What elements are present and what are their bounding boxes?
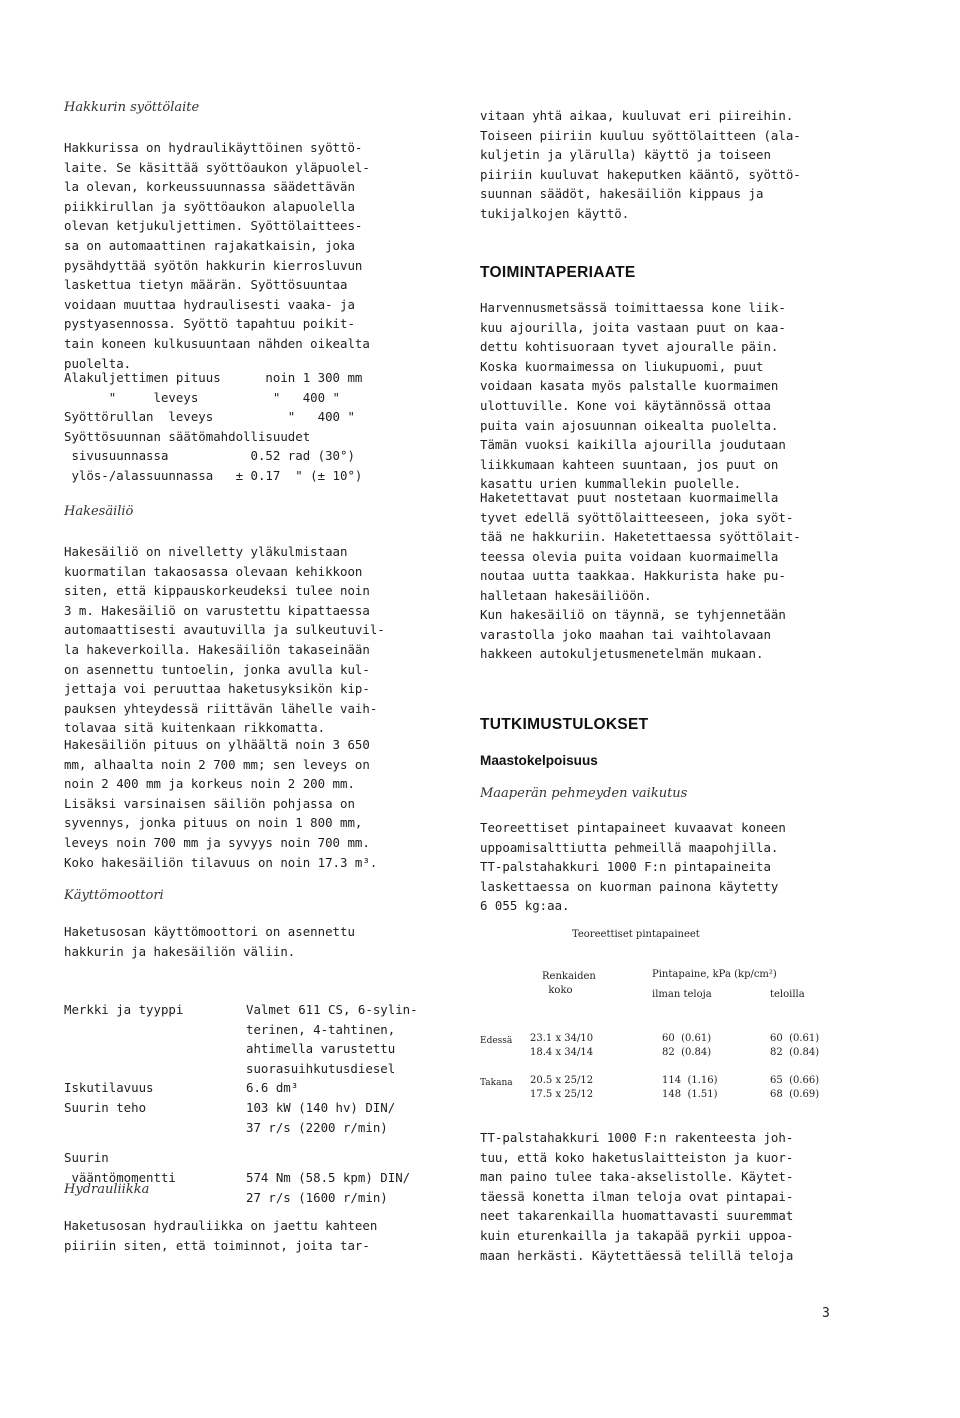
heading-feeder: Hakkurin syöttölaite bbox=[64, 100, 200, 115]
engine-key: Suurin vääntömomentti bbox=[64, 1150, 176, 1185]
pressure-table bbox=[480, 968, 860, 1108]
heading-hydraulics: Hydrauliikka bbox=[64, 1182, 150, 1197]
engine-key: Merkki ja tyyppi bbox=[64, 1002, 184, 1017]
table-header-tire-size: Renkaiden koko bbox=[542, 971, 596, 996]
table-cell-tire: 18.4 x 34/14 bbox=[530, 1047, 594, 1058]
table-cell-without: 82 (0.84) bbox=[662, 1047, 712, 1058]
paragraph-engine: Haketusosan käyttömoottori on asennettu hakkurin ja hakesäiliön väliin. bbox=[64, 924, 355, 959]
heading-terrain-ability: Maastokelpoisuus bbox=[480, 753, 598, 768]
heading-soft-soil: Maaperän pehmeyden vaikutus bbox=[480, 786, 688, 801]
paragraph-principle-2: Haketettavat puut nostetaan kuormaimella tyvet edellä syöttölaitteeseen, joka syöt- tää ne hakkuriin. Haketettaessa syöttölait- teessa olevia puita voidaan kuormaimella noutaa uutta taakkaa. Hakkurista hake pu- halletaan hakesäiliöön. bbox=[480, 490, 801, 603]
paragraph-hydraulics-cont: vitaan yhtä aikaa, kuuluvat eri piireihin. Toiseen piiriin kuuluu syöttölaitteen (ala- kuljetin ja ylärulla) käyttö ja toiseen piiriin kuuluvat hakeputken kääntö, syöttö- suunnan säädöt, hakesäiliön kippaus ja tukijalkojen käyttö. bbox=[480, 108, 801, 221]
table-header-with-tracks: teloilla bbox=[770, 989, 805, 1000]
spec-line: Syöttösuunnan säätömahdollisuudet bbox=[64, 428, 311, 444]
paragraph-principle-1: Harvennusmetsässä toimittaessa kone liik- kuu ajourilla, joita vastaan puut on kaa- dettu kohtisuoraan tyvet ajouralle päin. Koska kuormaimessa on liukupuomi, puut voidaan kasata myös palstalle kuormaimen ulottuville. Kone voi käytännössä ottaa puita vain ajosuunnan oikealta puolelta. Tämän vuoksi kaikilla ajourilla joudutaan liikkumaan kahteen suuntaan, jos puut on kasattu urien kummallekin puolelle. bbox=[480, 300, 786, 492]
table-cell-without: 148 (1.51) bbox=[662, 1089, 718, 1100]
table-cell-tire: 17.5 x 25/12 bbox=[530, 1089, 594, 1100]
paragraph-feeder: Hakkurissa on hydraulikäyttöinen syöttö- laite. Se käsittää syöttöaukon yläpuolel- la olevan, korkeussuunnassa säädettävän piikkirullan ja syöttöaukon alapuolella olevan ketjukuljettimen. Syöttölaittees- sa on automaattinen rajakatkaisin, joka pysähdyttää syötön hakkurin kierrosluvun laskettua tietyn määrän. Syöttösuuntaa voidaan muuttaa hydraulisesti vaaka- ja pystyasennossa. Syöttö tapahtuu poikit- tain koneen kulkusuuntaan nähden oikealta puolelta. bbox=[64, 140, 370, 371]
table-cell-without: 114 (1.16) bbox=[662, 1075, 718, 1086]
paragraph-surface-pressure: Teoreettiset pintapaineet kuvaavat koneen uppoamisalttiutta pehmeillä maapohjilla. TT-palstahakkuri 1000 F:n pintapaineita laskettaessa on kuorman painona käytetty 6 055 kg:aa. bbox=[480, 820, 786, 914]
paragraph-chip-bin-1: Hakesäiliö on nivelletty yläkulmistaan kuormatilan takaosassa olevaan kehikkoon siten, että kippauskorkeudeksi tulee noin 3 m. Hakesäiliö on varustettu kipattaessa automaattisesti avautuvilla ja sulkeutuvil- la hakeverkoilla. Hakesäiliön takaseinään on asennettu tuntoelin, jonka avulla kul- jettaja voi peruuttaa haketusyksikön kip- pauksen yhteydessä riittävän lähelle vaih- tolavaa sitä kuitenkaan rikkomatta. bbox=[64, 544, 385, 736]
table-cell-tire: 20.5 x 25/12 bbox=[530, 1075, 594, 1086]
engine-value: 103 kW (140 hv) DIN/ 37 r/s (2200 r/min) bbox=[246, 1100, 396, 1135]
spec-line: Syöttörullan leveys " 400 " bbox=[64, 409, 355, 425]
engine-value: 6.6 dm³ bbox=[246, 1080, 299, 1095]
table-header-without-tracks: ilman teloja bbox=[652, 989, 712, 1000]
table-header-pressure: Pintapaine, kPa (kp/cm²) bbox=[652, 969, 777, 980]
spec-line: sivusuunnassa 0.52 rad (30°) bbox=[64, 448, 355, 464]
page-number: 3 bbox=[822, 1306, 830, 1321]
table-title: Teoreettiset pintapaineet bbox=[572, 929, 700, 940]
table-cell-with: 60 (0.61) bbox=[770, 1033, 820, 1044]
engine-value: 574 Nm (58.5 kpm) DIN/ 27 r/s (1600 r/min) bbox=[246, 1170, 411, 1205]
engine-key: Iskutilavuus bbox=[64, 1080, 154, 1095]
heading-chip-bin: Hakesäiliö bbox=[64, 504, 134, 519]
table-cell-axle: Edessä bbox=[480, 1036, 513, 1046]
table-cell-without: 60 (0.61) bbox=[662, 1033, 712, 1044]
heading-operating-principle: TOIMINTAPERIAATE bbox=[480, 264, 636, 281]
engine-key: Suurin teho bbox=[64, 1100, 147, 1115]
heading-engine: Käyttömoottori bbox=[64, 888, 164, 903]
paragraph-hydraulics: Haketusosan hydrauliikka on jaettu kahteen piiriin siten, että toiminnot, joita tar- bbox=[64, 1218, 378, 1253]
spec-line: ylös-/alassuunnassa ± 0.17 " (± 10°) bbox=[64, 467, 363, 483]
table-cell-axle: Takana bbox=[480, 1078, 513, 1088]
table-cell-tire: 23.1 x 34/10 bbox=[530, 1033, 594, 1044]
table-cell-with: 82 (0.84) bbox=[770, 1047, 820, 1058]
spec-list bbox=[64, 368, 362, 486]
paragraph-weight-distribution: TT-palstahakkuri 1000 F:n rakenteesta joh- tuu, että koko haketuslaitteiston ja kuor- man paino tulee taka-akselistolle. Käytet- täessä konetta ilman teloja ovat pintapai- neet takarenkailla huomattavasti suuremmat kuin eturenkailla ja takapää pyrkii uppoa- maan herkästi. Käytettäessä telillä teloja bbox=[480, 1130, 794, 1263]
spec-line: " leveys " 400 " bbox=[64, 389, 341, 405]
engine-value: Valmet 611 CS, 6-sylin- terinen, 4-tahtinen, ahtimella varustettu suorasuihkutusdiesel bbox=[246, 1002, 418, 1076]
paragraph-principle-3: Kun hakesäiliö on täynnä, se tyhjennetään varastolla joko maahan tai vaihtolavaan hakkeen autokuljetusmenetelmän mukaan. bbox=[480, 607, 786, 662]
heading-research-results: TUTKIMUSTULOKSET bbox=[480, 716, 649, 733]
table-cell-with: 68 (0.69) bbox=[770, 1089, 820, 1100]
paragraph-chip-bin-2: Hakesäiliön pituus on ylhäältä noin 3 650 mm, alhaalta noin 2 700 mm; sen leveys on noin 2 400 mm ja korkeus noin 2 200 mm. Lisäksi varsinaisen säiliön pohjassa on syvennys, jonka pituus on noin 1 800 mm, leveys noin 700 mm ja syvyys noin 700 mm. Koko hakesäiliön tilavuus on noin 17.3 m³. bbox=[64, 737, 378, 870]
spec-line: Alakuljettimen pituus noin 1 300 mm bbox=[64, 370, 363, 385]
table-cell-with: 65 (0.66) bbox=[770, 1075, 820, 1086]
